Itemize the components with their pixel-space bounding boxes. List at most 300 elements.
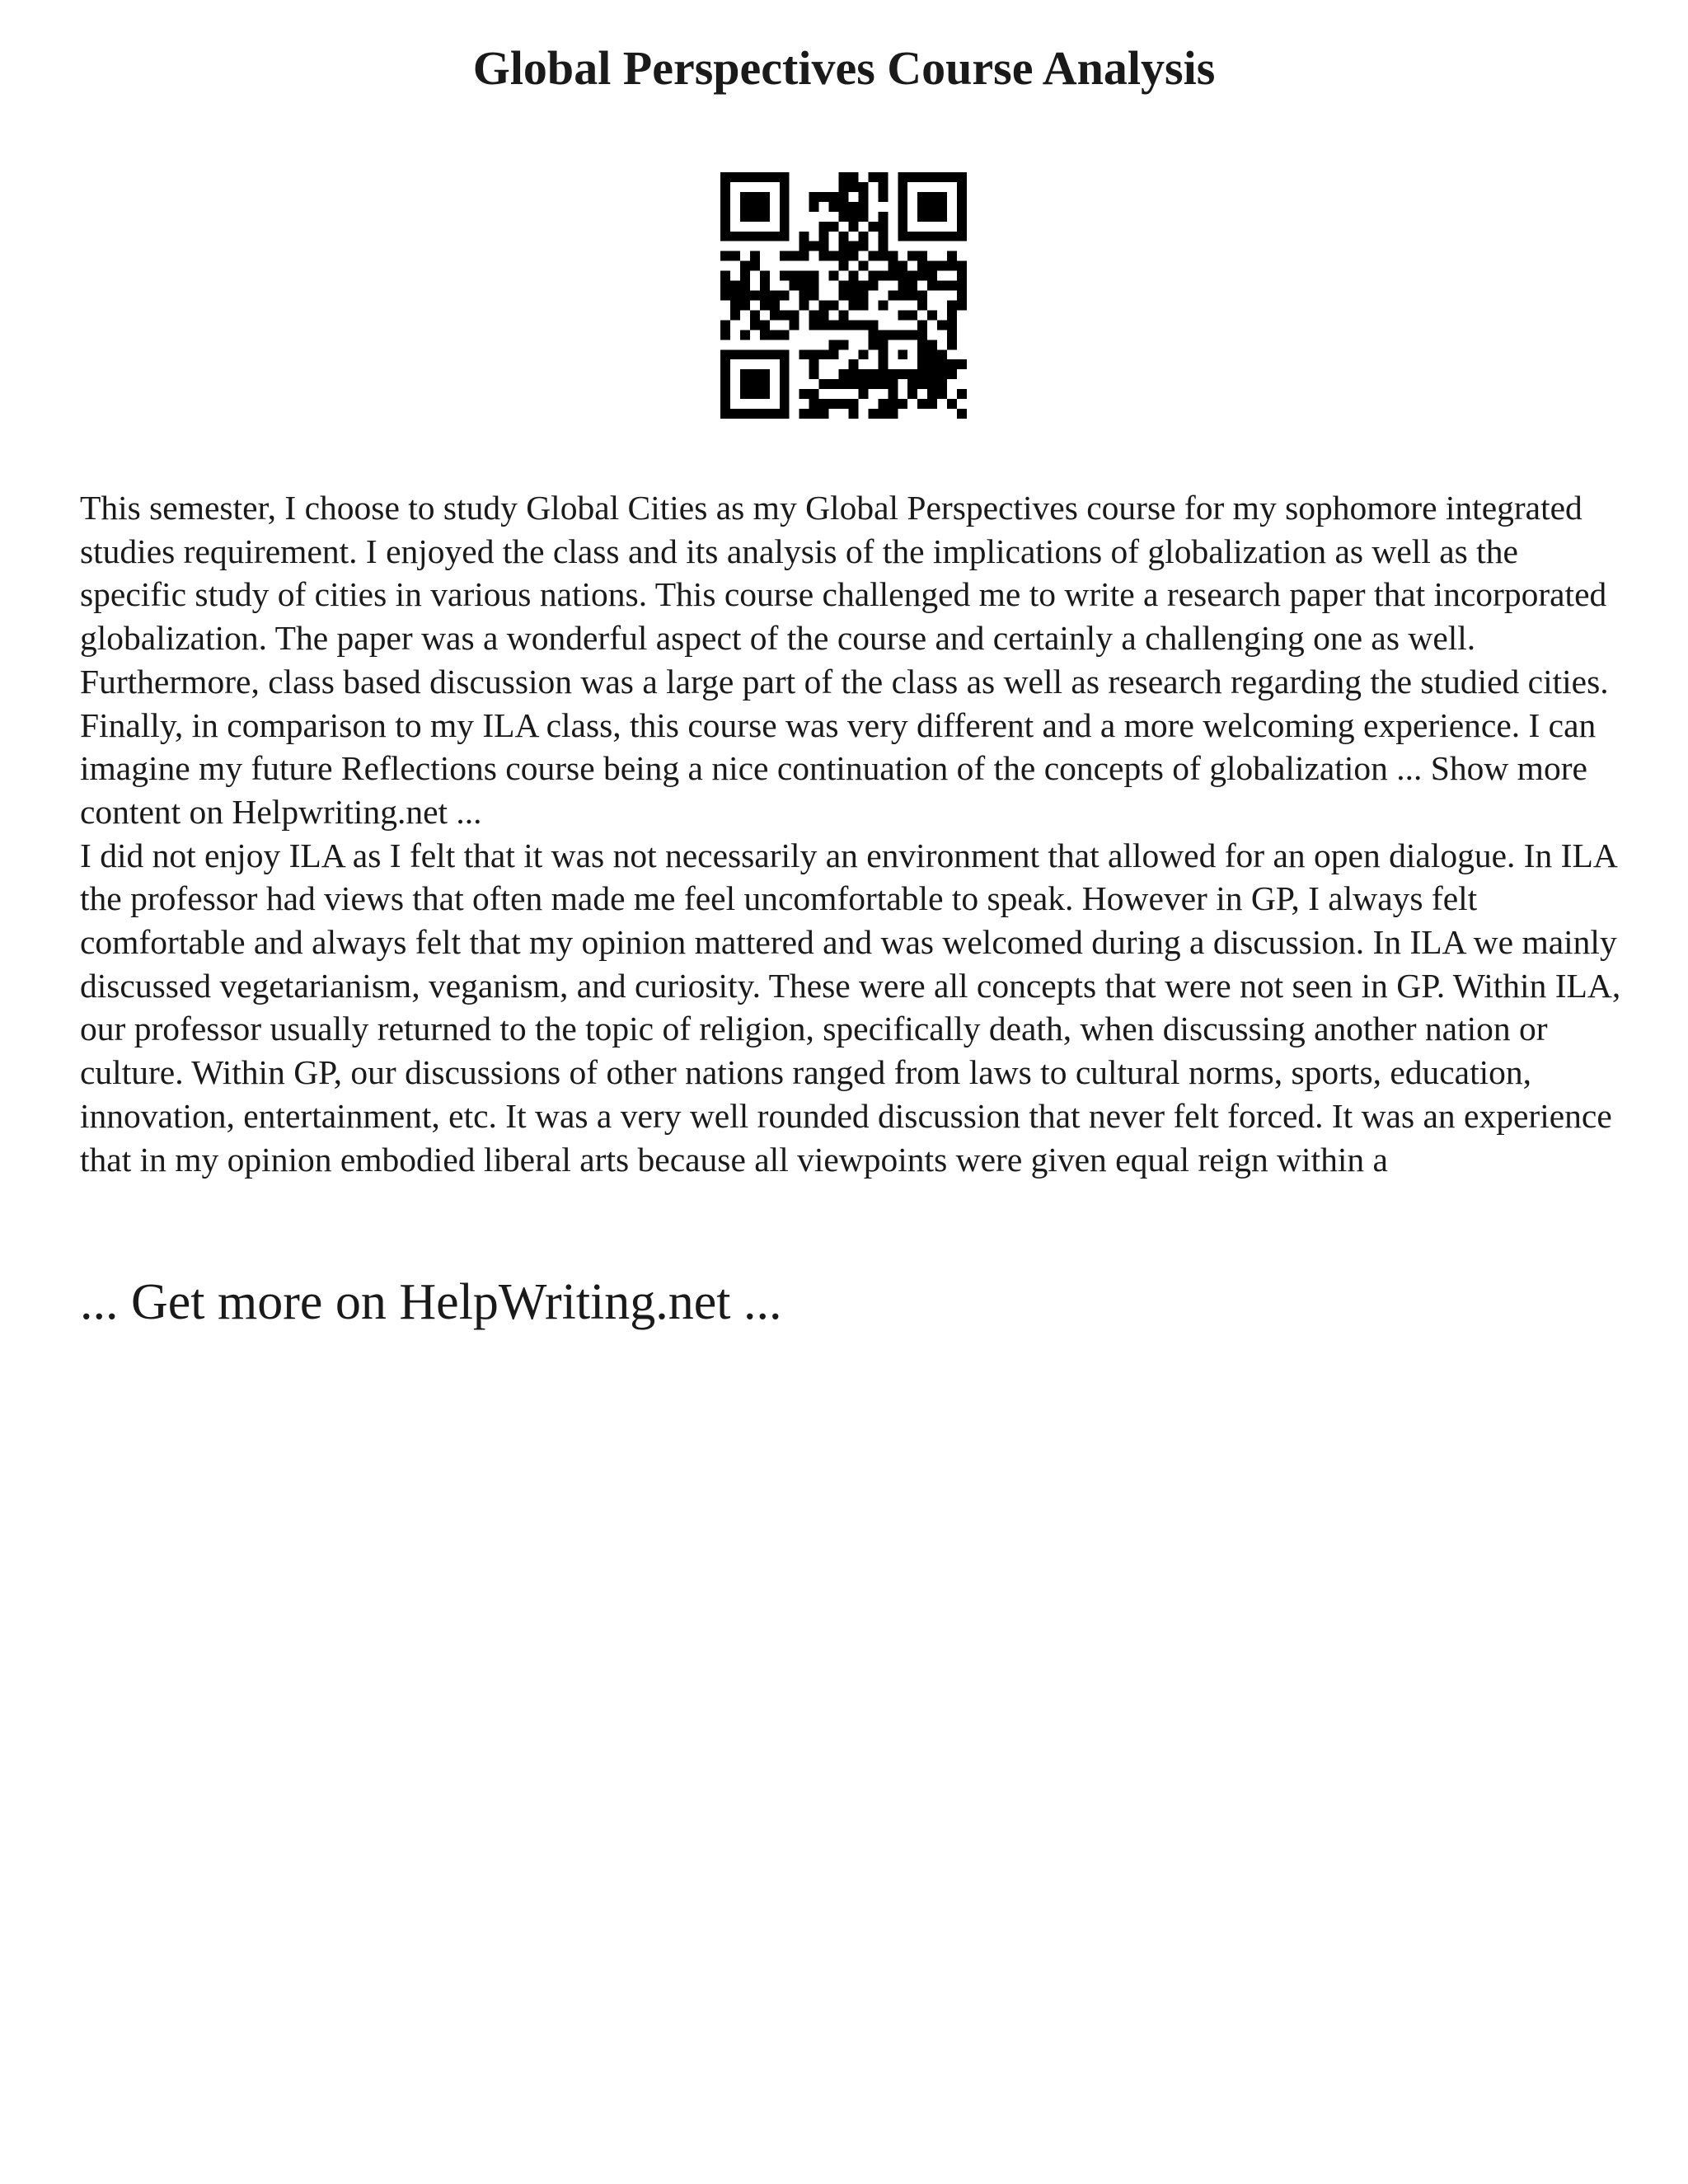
paragraph-1: This semester, I choose to study Global Cities as my Global Perspectives course for my sophomore integrated studies requirement. I enjoyed the class and its analysis of the implications of globalization as well as the specific study of cities in various nations. This course challenged me to write a research paper that incorporated globalization. The paper was a wonderful aspect of the course and certainly a challenging one as well. Furthermore, class based discussion was a large part of the class as well as research regarding the studied cities. Finally, in comparison to my ILA class, this course was very different and a more welcoming experience. I can imagine my future Reflections course being a nice continuation of the concepts of globalization ... Show more content on Helpwriting.net ... (80, 489, 1609, 831)
qr-module (829, 300, 839, 310)
qr-module (937, 359, 947, 369)
qr-module (927, 399, 937, 409)
qr-module (937, 320, 947, 330)
qr-module (878, 359, 888, 369)
qr-module (839, 399, 849, 409)
qr-module (927, 261, 937, 271)
qr-module (858, 369, 868, 379)
qr-module (917, 349, 927, 359)
qr-module (898, 182, 907, 192)
qr-module (888, 291, 898, 301)
qr-module (730, 409, 740, 419)
qr-module (740, 202, 750, 212)
qr-module (839, 291, 849, 301)
qr-module (888, 330, 898, 340)
qr-module (809, 369, 819, 379)
qr-module (809, 281, 819, 291)
qr-module (839, 379, 849, 389)
qr-module (917, 330, 927, 340)
qr-module (819, 192, 829, 202)
qr-module (760, 281, 770, 291)
qr-module (720, 379, 730, 389)
qr-module (780, 192, 790, 202)
qr-module (878, 379, 888, 389)
qr-module (720, 291, 730, 301)
qr-module (750, 232, 760, 241)
qr-module (720, 281, 730, 291)
qr-module (878, 409, 888, 419)
qr-module (740, 369, 750, 379)
qr-module (927, 281, 937, 291)
qr-module (898, 172, 907, 182)
qr-module (878, 399, 888, 409)
qr-module (750, 212, 760, 222)
qr-module (947, 330, 957, 340)
qr-module (878, 349, 888, 359)
qr-module (848, 291, 858, 301)
qr-module (720, 251, 730, 261)
qr-module (957, 291, 967, 301)
qr-module (917, 232, 927, 241)
qr-module (760, 379, 770, 389)
qr-module (780, 271, 790, 281)
qr-module (740, 271, 750, 281)
qr-module (730, 291, 740, 301)
qr-module (760, 330, 770, 340)
qr-module (819, 232, 829, 241)
qr-module (927, 369, 937, 379)
qr-module (720, 409, 730, 419)
qr-module (927, 212, 937, 222)
qr-module (927, 192, 937, 202)
qr-module (878, 192, 888, 202)
qr-module (858, 349, 868, 359)
qr-module (819, 409, 829, 419)
qr-module (780, 399, 790, 409)
qr-module (799, 241, 809, 251)
qr-module (957, 182, 967, 192)
qr-module (907, 281, 917, 291)
qr-module (888, 409, 898, 419)
qr-module (799, 291, 809, 301)
qr-module (907, 379, 917, 389)
qr-module (858, 261, 868, 271)
qr-module (917, 172, 927, 182)
qr-module (720, 182, 730, 192)
qr-module (957, 172, 967, 182)
qr-module (878, 300, 888, 310)
qr-module (730, 232, 740, 241)
qr-module (750, 202, 760, 212)
qr-module (927, 359, 937, 369)
qr-module (957, 202, 967, 212)
qr-module (809, 192, 819, 202)
qr-module (947, 281, 957, 291)
qr-module (799, 251, 809, 261)
qr-module (858, 281, 868, 291)
qr-module (898, 232, 907, 241)
qr-module (937, 349, 947, 359)
qr-module (937, 379, 947, 389)
qr-module (907, 172, 917, 182)
qr-module (750, 389, 760, 399)
qr-module (760, 232, 770, 241)
qr-module (799, 389, 809, 399)
qr-module (839, 241, 849, 251)
qr-module (839, 340, 849, 349)
qr-module (868, 172, 878, 182)
qr-module (848, 320, 858, 330)
qr-module (740, 349, 750, 359)
qr-module (839, 192, 849, 202)
qr-module (878, 330, 888, 340)
qr-module (799, 232, 809, 241)
qr-module (898, 369, 907, 379)
qr-module (878, 251, 888, 261)
qr-module (720, 349, 730, 359)
qr-module (898, 310, 907, 320)
qr-module (878, 212, 888, 222)
qr-module (917, 320, 927, 330)
qr-module (858, 300, 868, 310)
qr-module (740, 261, 750, 271)
qr-module (730, 251, 740, 261)
qr-module (720, 202, 730, 212)
qr-module (868, 409, 878, 419)
qr-module (868, 251, 878, 261)
qr-module (957, 222, 967, 232)
qr-module (868, 320, 878, 330)
qr-module (720, 369, 730, 379)
qr-module (888, 399, 898, 409)
qr-module (898, 222, 907, 232)
qr-module (888, 389, 898, 399)
qr-module (760, 369, 770, 379)
qr-module (770, 172, 780, 182)
qr-module (927, 340, 937, 349)
qr-module (750, 320, 760, 330)
qr-module (819, 349, 829, 359)
qr-module (720, 192, 730, 202)
qr-module (848, 241, 858, 251)
qr-module (927, 172, 937, 182)
qr-module (819, 222, 829, 232)
qr-module (917, 291, 927, 301)
qr-module (957, 389, 967, 399)
qr-module (839, 212, 849, 222)
qr-module (790, 271, 799, 281)
qr-module (829, 251, 839, 261)
qr-module (878, 182, 888, 192)
qr-module (770, 291, 780, 301)
qr-module (740, 172, 750, 182)
qr-module (947, 359, 957, 369)
qr-module (740, 192, 750, 202)
qr-module (799, 281, 809, 291)
qr-module (878, 172, 888, 182)
qr-module (937, 389, 947, 399)
qr-module (760, 349, 770, 359)
qr-module (868, 369, 878, 379)
qr-module (780, 310, 790, 320)
qr-module (809, 202, 819, 212)
qr-module (770, 310, 780, 320)
qr-module (947, 251, 957, 261)
qr-module (720, 212, 730, 222)
qr-module (809, 399, 819, 409)
qr-module (720, 172, 730, 182)
qr-module (750, 310, 760, 320)
qr-module (839, 182, 849, 192)
qr-module (760, 389, 770, 399)
qr-module (819, 399, 829, 409)
qr-module (947, 320, 957, 330)
qr-module (937, 202, 947, 212)
qr-module (937, 192, 947, 202)
qr-module (750, 192, 760, 202)
qr-module (907, 251, 917, 261)
qr-module (888, 271, 898, 281)
qr-module (898, 291, 907, 301)
qr-module (868, 330, 878, 340)
qr-module (917, 359, 927, 369)
qr-module (740, 300, 750, 310)
qr-module (917, 261, 927, 271)
qr-module (799, 349, 809, 359)
qr-module (730, 349, 740, 359)
qr-module (770, 409, 780, 419)
qr-module (878, 271, 888, 281)
qr-module (809, 389, 819, 399)
qr-module (799, 409, 809, 419)
qr-module (947, 340, 957, 349)
qr-module (819, 379, 829, 389)
qr-module (858, 320, 868, 330)
qr-module (957, 192, 967, 202)
qr-module (927, 202, 937, 212)
qr-module (848, 359, 858, 369)
qr-module (907, 389, 917, 399)
qr-module (848, 222, 858, 232)
qr-module (730, 300, 740, 310)
qr-module (790, 281, 799, 291)
qr-module (848, 251, 858, 261)
qr-module (780, 202, 790, 212)
qr-module (809, 241, 819, 251)
qr-module (740, 379, 750, 389)
qr-module (829, 271, 839, 281)
qr-module (819, 251, 829, 261)
qr-module (917, 271, 927, 281)
qr-module (829, 399, 839, 409)
qr-module (839, 261, 849, 271)
get-more-link[interactable]: ... Get more on HelpWriting.net ... (80, 1274, 782, 1330)
qr-module (868, 222, 878, 232)
qr-module (730, 310, 740, 320)
qr-module (858, 182, 868, 192)
qr-module (809, 359, 819, 369)
qr-module (937, 212, 947, 222)
qr-module (888, 261, 898, 271)
qr-module (770, 349, 780, 359)
qr-module (780, 172, 790, 182)
qr-module (947, 369, 957, 379)
qr-module (829, 349, 839, 359)
qr-module (898, 271, 907, 281)
qr-module (819, 310, 829, 320)
qr-module (848, 271, 858, 281)
qr-module (937, 261, 947, 271)
qr-module (780, 389, 790, 399)
qr-module (907, 330, 917, 340)
qr-module (770, 232, 780, 241)
qr-module (780, 182, 790, 192)
qr-module (809, 409, 819, 419)
qr-module (858, 389, 868, 399)
qr-module (760, 212, 770, 222)
qr-module (819, 320, 829, 330)
qr-module (878, 222, 888, 232)
qr-module (927, 271, 937, 281)
qr-module (780, 212, 790, 222)
qr-module (780, 369, 790, 379)
qr-module (888, 251, 898, 261)
qr-module (927, 349, 937, 359)
qr-module (868, 379, 878, 389)
qr-module (780, 251, 790, 261)
qr-module (898, 281, 907, 291)
qr-module (917, 192, 927, 202)
qr-module (720, 271, 730, 281)
qr-module (720, 330, 730, 340)
qr-module (780, 379, 790, 389)
qr-module (780, 232, 790, 241)
qr-module (917, 399, 927, 409)
qr-module (740, 389, 750, 399)
qr-module (907, 291, 917, 301)
qr-module (750, 369, 760, 379)
qr-module (937, 232, 947, 241)
qr-module (839, 320, 849, 330)
qr-module (750, 261, 760, 271)
qr-module (740, 409, 750, 419)
qr-module (760, 271, 770, 281)
qr-module (848, 369, 858, 379)
qr-module (720, 222, 730, 232)
qr-module (927, 389, 937, 399)
qr-module (957, 271, 967, 281)
qr-module (780, 409, 790, 419)
qr-module (790, 320, 799, 330)
qr-module (750, 409, 760, 419)
qr-module (937, 281, 947, 291)
qr-module (829, 379, 839, 389)
qr-module (809, 271, 819, 281)
qr-module (848, 182, 858, 192)
qr-module (878, 241, 888, 251)
qr-module (858, 241, 868, 251)
qr-module (878, 232, 888, 241)
qr-module (957, 409, 967, 419)
qr-module (937, 172, 947, 182)
qr-module (760, 202, 770, 212)
qr-module (947, 261, 957, 271)
qr-module (927, 232, 937, 241)
page-title: Global Perspectives Course Analysis (472, 41, 1216, 95)
qr-module (848, 281, 858, 291)
qr-module (809, 310, 819, 320)
qr-module (829, 192, 839, 202)
qr-module (809, 349, 819, 359)
qr-module (848, 399, 858, 409)
qr-module (917, 379, 927, 389)
qr-module (770, 300, 780, 310)
qr-module (799, 300, 809, 310)
qr-module (898, 202, 907, 212)
qr-module (848, 379, 858, 389)
qr-module (917, 340, 927, 349)
qr-module (770, 330, 780, 340)
body-text (80, 486, 1629, 1181)
qr-module (927, 379, 937, 389)
qr-module (819, 300, 829, 310)
qr-module (740, 281, 750, 291)
qr-module (898, 261, 907, 271)
qr-module (750, 379, 760, 389)
paragraph-2: I did not enjoy ILA as I felt that it was not necessarily an environment that allowed for an open dialogue. In ILA the professor had views that often made me feel uncomfortable to speak. However in GP, I always felt comfortable and always felt that my opinion mattered and was welcomed during a discussion. In ILA we mainly discussed vegetarianism, veganism, and curiosity. These were all concepts that were not seen in GP. Within ILA, our professor usually returned to the topic of religion, specifically death, when discussing another nation or culture. Within GP, our discussions of other nations ranged from laws to cultural norms, sports, education, innovation, entertainment, etc. It was a very well rounded discussion that never felt forced. It was an experience that in my opinion embodied liberal arts because all viewpoints were given equal reign within a (80, 836, 1621, 1179)
qr-module (760, 291, 770, 301)
qr-module (878, 369, 888, 379)
qr-module (790, 310, 799, 320)
qr-module (898, 330, 907, 340)
qr-module (878, 340, 888, 349)
qr-module (760, 409, 770, 419)
qr-module (858, 379, 868, 389)
qr-module (917, 369, 927, 379)
qr-module (750, 251, 760, 261)
qr-module (898, 192, 907, 202)
qr-module (790, 251, 799, 261)
qr-code-icon (720, 172, 967, 419)
qr-module (809, 291, 819, 301)
qr-module (907, 310, 917, 320)
qr-module (829, 340, 839, 349)
qr-module (947, 172, 957, 182)
qr-module (760, 172, 770, 182)
qr-module (898, 399, 907, 409)
qr-module (957, 212, 967, 222)
qr-module (888, 379, 898, 389)
qr-module (898, 349, 907, 359)
qr-module (937, 369, 947, 379)
qr-module (829, 320, 839, 330)
qr-module (947, 300, 957, 310)
qr-module (898, 212, 907, 222)
qr-module (760, 300, 770, 310)
qr-module (917, 212, 927, 222)
qr-module (720, 320, 730, 330)
qr-module (750, 172, 760, 182)
qr-module (957, 300, 967, 310)
qr-module (839, 281, 849, 291)
qr-module (957, 232, 967, 241)
qr-module (720, 389, 730, 399)
qr-module (907, 232, 917, 241)
qr-module (858, 232, 868, 241)
qr-module (780, 359, 790, 369)
qr-module (957, 281, 967, 291)
qr-module (947, 399, 957, 409)
